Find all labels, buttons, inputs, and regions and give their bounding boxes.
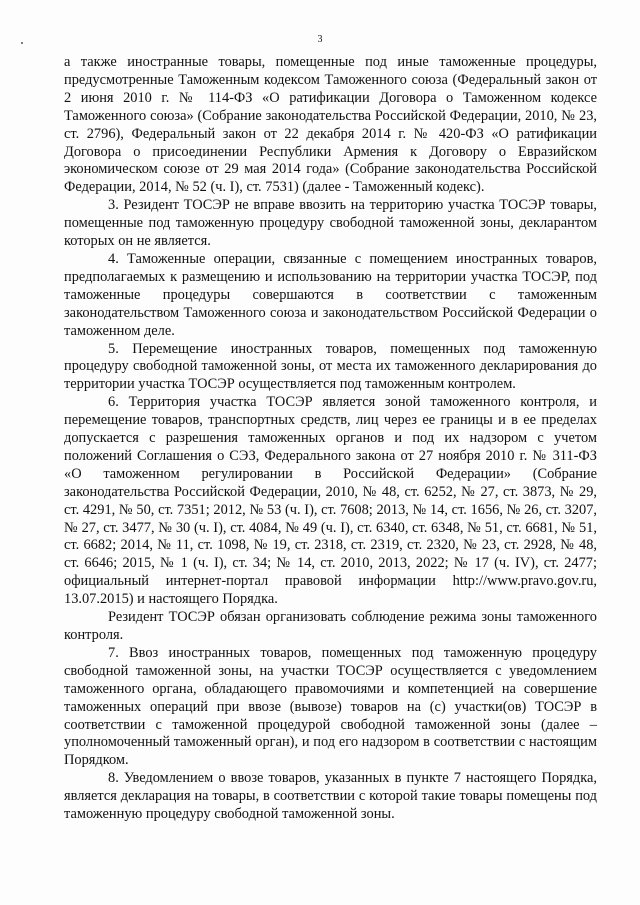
paragraph-8: 8. Уведомлением о ввозе товаров, указанных в пункте 7 настоящего Порядка, является декларация на товары, в соответствии с которой такие товары помещены под таможенную процедуру свободной таможенной зоны. (64, 770, 597, 823)
paragraph-7: 7. Ввоз иностранных товаров, помещенных под таможенную процедуру свободной таможенной зоны, на участки ТОСЭР осуществляется с уведомлением таможенного органа, обладающего правомочиями и компетенцией на совершение таможенных операций при ввозе (вывозе) товаров на (с) участки(ов) ТОСЭР в соответствии с таможенной процедурой свободной таможенной зоны (далее – уполномоченный таможенный орган), и под его надзором в соответствии с настоящим Порядком. (64, 644, 597, 769)
paragraph-6: 6. Территория участка ТОСЭР является зоной таможенного контроля, и перемещение товаров, транспортных средств, лиц через ее границы и в ее пределах допускается с разрешения таможенных органов и под их надзором с учетом положений Соглашения о СЭЗ, Федерального закона от 27 ноября 2010 г. № 311-ФЗ «О таможенном регулировании в Российской Федерации» (Собрание законодательства Российской Федерации, 2010, № 48, ст. 6252, № 27, ст. 3873, № 29, ст. 4291, № 50, ст. 7351; 2012, № 53 (ч. I), ст. 7608; 2013, № 14, ст. 1656, № 26, ст. 3207, № 27, ст. 3477, № 30 (ч. I), ст. 4084, № 49 (ч. I), ст. 6340, ст. 6348, № 51, ст. 6681, № 51, ст. 6682; 2014, № 11, ст. 1098, № 19, ст. 2318, ст. 2319, ст. 2320, № 23, ст. 2928, № 48, ст. 6646; 2015, № 1 (ч. I), ст. 34; № 14, ст. 2010, 2013, 2022; № 17 (ч. IV), ст. 2477; официальный интернет-портал правовой информации http://www.pravo.gov.ru, 13.07.2015) и настоящего Порядка. (64, 394, 597, 608)
paragraph-4: 4. Таможенные операции, связанные с помещением иностранных товаров, предполагаемых к размещению и использованию на территории участка ТОСЭР, под таможенные процедуры совершаются в соответствии с таможенным законодательством Таможенного союза и законодательством Российской Федерации о таможенном деле. (64, 250, 597, 339)
paragraph-continuation: а также иностранные товары, помещенные под иные таможенные процедуры, предусмотренные Таможенным кодексом Таможенного союза (Федеральный закон от 2 июня 2010 г. № 114-ФЗ «О ратификации Договора о Таможенном кодексе Таможенного союза» (Собрание законодательства Российской Федерации, 2010, № 23, ст. 2796), Федеральный закон от 22 декабря 2014 г. № 420-ФЗ «О ратификации Договора о присоединении Республики Армения к Договору о Евразийском экономическом союзе от 29 мая 2014 года» (Собрание законодательства Российской Федерации, 2014, № 52 (ч. I), ст. 7531) (далее - Таможенный кодекс). (64, 54, 597, 196)
paragraph-5: 5. Перемещение иностранных товаров, помещенных под таможенную процедуру свободной таможенной зоны, от места их таможенного декларирования до территории участка ТОСЭР осуществляется под таможенным контролем. (64, 340, 597, 393)
paragraph-6-resident: Резидент ТОСЭР обязан организовать соблюдение режима зоны таможенного контроля. (64, 609, 597, 643)
document-body (64, 54, 597, 824)
paragraph-3: 3. Резидент ТОСЭР не вправе ввозить на территорию участка ТОСЭР товары, помещенные под таможенную процедуру свободной таможенной зоны, декларантом которых он не является. (64, 197, 597, 250)
page-number: 3 (317, 34, 323, 45)
